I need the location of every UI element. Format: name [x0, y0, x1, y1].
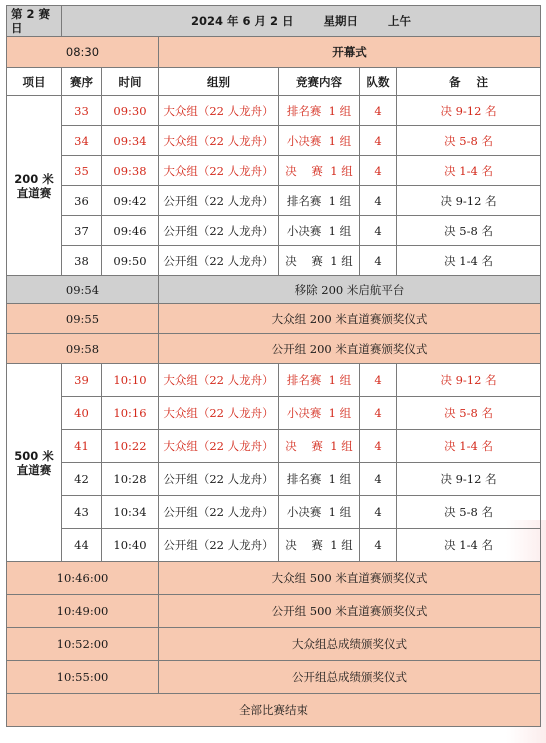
- race-content: 排名赛 1 组: [279, 463, 360, 496]
- date-text: 2024 年 6 月 2 日: [191, 14, 294, 28]
- race-time: 10:16: [102, 397, 159, 430]
- transition-row: [7, 276, 541, 304]
- race-number: 39: [62, 364, 102, 397]
- race-note: 决 5-8 名: [397, 126, 541, 156]
- ceremony-row: [7, 595, 541, 628]
- ceremony-label: 大众组 500 米直道赛颁奖仪式: [159, 562, 541, 595]
- race-content: 排名赛 1 组: [279, 186, 360, 216]
- col-header-teams: 队数: [360, 68, 397, 96]
- race-content: 决 赛 1 组: [279, 246, 360, 276]
- ceremony-label: 公开组总成绩颁奖仪式: [159, 661, 541, 694]
- ceremony-row: [7, 334, 541, 364]
- race-note: 决 9-12 名: [397, 364, 541, 397]
- event-label-line1: 500 米: [14, 448, 54, 463]
- col-header-event: 项目: [7, 68, 62, 96]
- race-time: 09:42: [102, 186, 159, 216]
- race-note: 决 1-4 名: [397, 246, 541, 276]
- opening-time: 08:30: [7, 37, 159, 68]
- event-label-line1: 200 米: [14, 171, 54, 186]
- schedule-table: [6, 5, 541, 727]
- ceremony-row: [7, 304, 541, 334]
- event-label-line2: 直道赛: [16, 185, 52, 200]
- race-content: 小决赛 1 组: [279, 496, 360, 529]
- race-row: [7, 529, 541, 562]
- race-teams: 4: [360, 496, 397, 529]
- race-content: 小决赛 1 组: [279, 397, 360, 430]
- race-group: 大众组（22 人龙舟）: [159, 96, 279, 126]
- race-content: 排名赛 1 组: [279, 96, 360, 126]
- transition-time: 09:54: [7, 276, 159, 304]
- section-500m: [7, 364, 541, 562]
- race-teams: 4: [360, 430, 397, 463]
- race-number: 44: [62, 529, 102, 562]
- race-note: 决 5-8 名: [397, 397, 541, 430]
- race-teams: 4: [360, 96, 397, 126]
- race-number: 35: [62, 156, 102, 186]
- race-note: 决 9-12 名: [397, 186, 541, 216]
- race-content: 小决赛 1 组: [279, 216, 360, 246]
- race-row: [7, 96, 541, 126]
- race-time: 10:28: [102, 463, 159, 496]
- race-time: 09:30: [102, 96, 159, 126]
- race-group: 大众组（22 人龙舟）: [159, 430, 279, 463]
- race-group: 公开组（22 人龙舟）: [159, 529, 279, 562]
- race-note: 决 1-4 名: [397, 529, 541, 562]
- day-header-row: [7, 6, 541, 37]
- ceremony-row: [7, 628, 541, 661]
- ceremony-label: 大众组总成绩颁奖仪式: [159, 628, 541, 661]
- ceremony-row: [7, 661, 541, 694]
- race-group: 公开组（22 人龙舟）: [159, 216, 279, 246]
- race-group: 公开组（22 人龙舟）: [159, 496, 279, 529]
- ceremony-time: 10:46:00: [7, 562, 159, 595]
- race-note: 决 1-4 名: [397, 156, 541, 186]
- ceremony-time: 10:52:00: [7, 628, 159, 661]
- race-content: 决 赛 1 组: [279, 430, 360, 463]
- date-session-cell: [62, 6, 541, 37]
- race-teams: 4: [360, 463, 397, 496]
- race-note: 决 5-8 名: [397, 496, 541, 529]
- race-time: 10:40: [102, 529, 159, 562]
- race-row: [7, 126, 541, 156]
- opening-label: 开幕式: [159, 37, 541, 68]
- race-row: [7, 156, 541, 186]
- ceremony-time: 09:58: [7, 334, 159, 364]
- session-text: 上午: [388, 14, 412, 28]
- race-number: 43: [62, 496, 102, 529]
- race-number: 42: [62, 463, 102, 496]
- race-number: 37: [62, 216, 102, 246]
- race-group: 大众组（22 人龙舟）: [159, 156, 279, 186]
- race-teams: 4: [360, 364, 397, 397]
- race-group: 公开组（22 人龙舟）: [159, 463, 279, 496]
- race-teams: 4: [360, 246, 397, 276]
- race-row: [7, 430, 541, 463]
- race-row: [7, 463, 541, 496]
- ceremony-label: 公开组 200 米直道赛颁奖仪式: [159, 334, 541, 364]
- ceremony-time: 10:49:00: [7, 595, 159, 628]
- event-label: [7, 364, 62, 562]
- col-header-seq: 赛序: [62, 68, 102, 96]
- race-content: 决 赛 1 组: [279, 156, 360, 186]
- ceremony-label: 大众组 200 米直道赛颁奖仪式: [159, 304, 541, 334]
- closing-label: 全部比赛结束: [7, 694, 541, 727]
- race-group: 公开组（22 人龙舟）: [159, 186, 279, 216]
- race-note: 决 9-12 名: [397, 463, 541, 496]
- race-group: 大众组（22 人龙舟）: [159, 364, 279, 397]
- race-row: [7, 186, 541, 216]
- ceremony-label: 公开组 500 米直道赛颁奖仪式: [159, 595, 541, 628]
- race-row: [7, 246, 541, 276]
- race-time: 09:38: [102, 156, 159, 186]
- ceremony-row: [7, 562, 541, 595]
- race-row: [7, 496, 541, 529]
- race-time: 09:34: [102, 126, 159, 156]
- opening-row: [7, 37, 541, 68]
- race-time: 09:50: [102, 246, 159, 276]
- race-number: 36: [62, 186, 102, 216]
- race-content: 决 赛 1 组: [279, 529, 360, 562]
- race-teams: 4: [360, 126, 397, 156]
- column-header-row: [7, 68, 541, 96]
- race-teams: 4: [360, 397, 397, 430]
- race-number: 41: [62, 430, 102, 463]
- race-content: 排名赛 1 组: [279, 364, 360, 397]
- col-header-time: 时间: [102, 68, 159, 96]
- race-number: 33: [62, 96, 102, 126]
- race-note: 决 5-8 名: [397, 216, 541, 246]
- race-teams: 4: [360, 216, 397, 246]
- ceremony-time: 10:55:00: [7, 661, 159, 694]
- event-label-line2: 直道赛: [16, 462, 52, 477]
- col-header-content: 竞赛内容: [279, 68, 360, 96]
- race-teams: 4: [360, 186, 397, 216]
- race-group: 公开组（22 人龙舟）: [159, 246, 279, 276]
- race-note: 决 9-12 名: [397, 96, 541, 126]
- race-time: 09:46: [102, 216, 159, 246]
- race-teams: 4: [360, 529, 397, 562]
- transition-label: 移除 200 米启航平台: [159, 276, 541, 304]
- race-time: 10:22: [102, 430, 159, 463]
- race-number: 34: [62, 126, 102, 156]
- race-number: 40: [62, 397, 102, 430]
- ceremony-time: 09:55: [7, 304, 159, 334]
- race-group: 大众组（22 人龙舟）: [159, 126, 279, 156]
- race-time: 10:10: [102, 364, 159, 397]
- event-label: [7, 96, 62, 276]
- race-note: 决 1-4 名: [397, 430, 541, 463]
- race-row: [7, 397, 541, 430]
- race-row: [7, 364, 541, 397]
- race-content: 小决赛 1 组: [279, 126, 360, 156]
- race-row: [7, 216, 541, 246]
- race-teams: 4: [360, 156, 397, 186]
- race-number: 38: [62, 246, 102, 276]
- closing-row: [7, 694, 541, 727]
- section-200m: [7, 96, 541, 276]
- race-group: 大众组（22 人龙舟）: [159, 397, 279, 430]
- day-label: 第 2 赛日: [7, 6, 62, 37]
- weekday-text: 星期日: [323, 14, 359, 28]
- col-header-group: 组别: [159, 68, 279, 96]
- race-time: 10:34: [102, 496, 159, 529]
- col-header-note: 备 注: [397, 68, 541, 96]
